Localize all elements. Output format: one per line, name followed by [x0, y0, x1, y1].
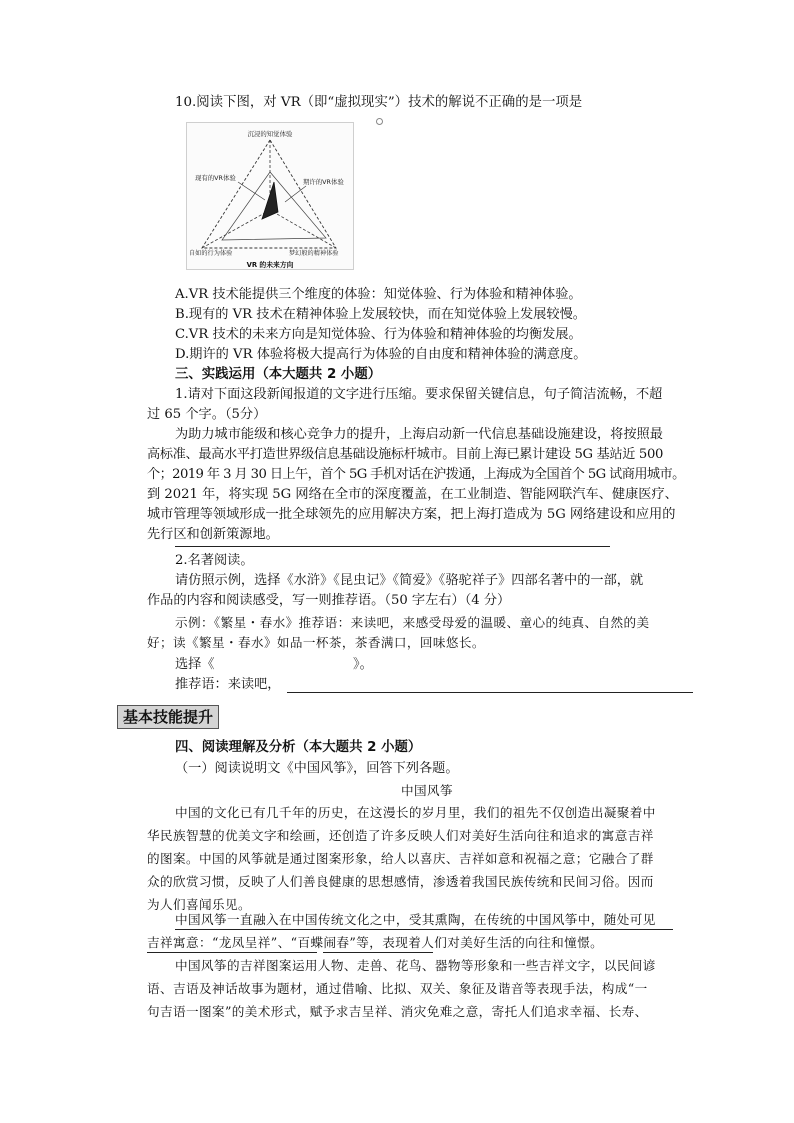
- para3-line-2: 语、吉语及神话故事为题材，通过借喻、比拟、双关、象征及谐音等表现手法，构成“一: [147, 981, 648, 996]
- label-bottom-right: 梦幻般的精神体验: [289, 250, 339, 257]
- example-line-1: 示例：《繁星・春水》推荐语：来读吧，来感受母爱的温暖、童心的纯真、自然的美: [175, 615, 650, 630]
- recommend-answer-line[interactable]: [287, 692, 693, 693]
- passage-line-4: 到 2021 年，将实现 5G 网络在全市的深度覆盖，在工业制造、智能网联汽车、健康医疗、: [147, 487, 678, 502]
- para3-line-1: 中国风筝的吉祥图案运用人物、走兽、花鸟、器物等形象和一些吉祥文字，以民间谚: [175, 958, 656, 973]
- q1-line-1: 1.请对下面这段新闻报道的文字进行压缩。要求保留关键信息，句子简洁流畅，不超: [175, 387, 663, 402]
- passage-line-1: 为助力城市能级和核心竞争力的提升，上海启动新一代信息基础设施建设，将按照最: [175, 427, 663, 442]
- passage-line-6: 先行区和创新策源地。: [147, 527, 279, 542]
- choose-blank[interactable]: [212, 673, 352, 674]
- passage-line-2: 高标准、最高水平打造世界级信息基础设施标杆城市。目前上海已累计建设 5G 基站近 500: [147, 447, 664, 462]
- option-c: C.VR 技术的未来方向是知觉体验、行为体验和精神体验的均衡发展。: [175, 327, 582, 342]
- para1-line-4: 众的欣赏习惯，反映了人们善良健康的思想感情，渗透着我国民族传统和民间习俗。因而: [147, 874, 654, 889]
- label-right: 期许的VR体验: [303, 178, 344, 186]
- section4-subheading: （一）阅读说明文《中国风筝》，回答下列各题。: [175, 761, 459, 776]
- q2-title: 2.名著阅读。: [175, 553, 254, 568]
- diagram-caption: VR 的未来方向: [246, 261, 294, 269]
- recommend-prefix: 推荐语：来读吧，: [175, 677, 281, 692]
- passage-line-5: 城市管理等领域形成一批全球领先的应用解决方案，把上海打造成为 5G 网络建设和应用的: [147, 507, 676, 522]
- option-d: D.期许的 VR 体验将极大提高行为体验的自由度和精神体验的满意度。: [175, 347, 587, 362]
- para2-underline-1: [175, 929, 673, 930]
- option-b: B.现有的 VR 技术在精神体验上发展较快，而在知觉体验上发展较慢。: [175, 307, 586, 322]
- label-bottom-left: 自如的行为体验: [189, 250, 233, 257]
- q10-stem: 10.阅读下图，对 VR（即“虚拟现实”）技术的解说不正确的是一项是: [175, 95, 583, 110]
- para1-line-1: 中国的文化已有几千年的历史，在这漫长的岁月里，我们的祖先不仅创造出凝聚着中: [175, 805, 656, 820]
- q2-line-1: 请仿照示例，选择《水浒》《昆虫记》《简爱》《骆驼祥子》四部名著中的一部，就: [175, 573, 644, 588]
- section4-heading: 四、阅读理解及分析（本大题共 2 小题）: [175, 740, 422, 755]
- para2-line-2: 吉祥寓意：“龙凤呈祥”、“百蝶闹春”等，表现着人们对美好生活的向往和憧憬。: [147, 935, 604, 950]
- vr-diagram: [186, 122, 354, 270]
- q2-line-2: 作品的内容和阅读感受，写一则推荐语。（50 字左右）（4 分）: [147, 593, 511, 608]
- para1-line-3: 的图案。中国的风筝就是通过图案形象，给人以喜庆、吉祥如意和祝福之意；它融合了群: [147, 851, 654, 866]
- para2-line-1: 中国风筝一直融入在中国传统文化之中，受其熏陶，在传统的中国风筝中，随处可见: [175, 912, 656, 927]
- answer-line-q1[interactable]: [175, 546, 610, 547]
- passage-line-3: 个；2019 年 3 月 30 日上午，首个 5G 手机对话在沪拨通，上海成为全国首个 5G 试商用城市。: [147, 467, 685, 482]
- para1-line-2: 华民族智慧的优美文字和绘画，还创造了许多反映人们对美好生活向往和追求的寓意吉祥: [147, 828, 654, 843]
- label-top: 沉浸的知觉体验: [247, 130, 293, 138]
- choose-suffix: 》。: [353, 657, 373, 672]
- para3-line-3: 句吉语一图案”的美术形式，赋予求吉呈祥、消灾免难之意，寄托人们追求幸福、长寿、: [147, 1004, 648, 1019]
- example-line-2: 好；读《繁星・春水》如品一杯茶，茶香满口，回味悠长。: [147, 635, 485, 650]
- article-title: 中国风筝: [401, 783, 453, 798]
- para2-underline-2a: [147, 952, 317, 953]
- option-a: A.VR 技术能提供三个维度的体验：知觉体验、行为体验和精神体验。: [175, 287, 582, 302]
- q1-line-2: 过 65 个字。（5分）: [147, 407, 267, 422]
- para2-underline-2b: [323, 952, 433, 953]
- para1-line-5: 为人们喜闻乐见。: [147, 897, 251, 912]
- stray-mark-icon: [376, 118, 383, 125]
- choose-prefix: 选择《: [175, 657, 215, 672]
- label-left: 现有的VR体验: [195, 174, 236, 182]
- section3-heading: 三、实践运用（本大题共 2 小题）: [175, 367, 382, 382]
- section-banner: 基本技能提升: [117, 705, 219, 729]
